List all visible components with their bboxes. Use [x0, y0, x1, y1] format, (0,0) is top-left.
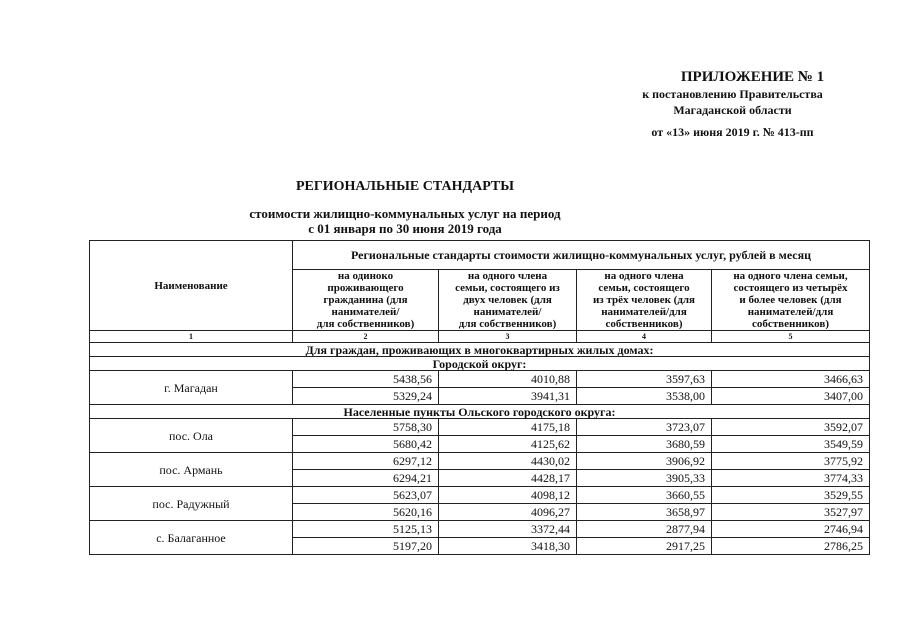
- standards-table: [89, 240, 870, 555]
- column-header-line: собственников): [751, 318, 830, 330]
- document-subtitle-2: с 01 января по 30 июня 2019 года: [308, 221, 502, 236]
- value-cell: 4430,02: [439, 453, 577, 470]
- value-cell: 3466,63: [712, 371, 870, 388]
- column-header: [293, 270, 439, 331]
- column-header-line: нанимателей/: [331, 306, 400, 318]
- column-header-line: на одного члена: [467, 270, 548, 282]
- column-header-line: собственников): [605, 318, 683, 330]
- column-number: 5: [712, 331, 870, 343]
- column-header-line: нанимателей/для: [747, 306, 834, 318]
- appendix-title: ПРИЛОЖЕНИЕ № 1: [680, 69, 825, 85]
- value-cell: 3775,92: [712, 453, 870, 470]
- table-row: [90, 371, 870, 388]
- value-cell: 3941,31: [439, 388, 577, 405]
- value-cell: 5197,20: [293, 538, 439, 555]
- appendix-line-2: Магаданской области: [673, 103, 792, 117]
- value-cell: 5758,30: [293, 419, 439, 436]
- value-cell: 3680,59: [577, 436, 712, 453]
- column-header-line: на одного члена семьи,: [733, 270, 848, 282]
- column-number: 2: [293, 331, 439, 343]
- value-cell: 4010,88: [439, 371, 577, 388]
- value-cell: 3529,55: [712, 487, 870, 504]
- value-cell: 5438,56: [293, 371, 439, 388]
- value-cell: 6294,21: [293, 470, 439, 487]
- value-cell: 3372,44: [439, 521, 577, 538]
- table-row: [90, 487, 870, 504]
- value-cell: 5329,24: [293, 388, 439, 405]
- column-header: [712, 270, 870, 331]
- value-cell: 3905,33: [577, 470, 712, 487]
- value-cell: 3527,97: [712, 504, 870, 521]
- value-cell: 5623,07: [293, 487, 439, 504]
- column-header-line: семьи, состоящего из: [455, 282, 560, 294]
- column-header-line: нанимателей/для: [601, 306, 687, 318]
- value-cell: 6297,12: [293, 453, 439, 470]
- column-header-line: двух человек (для: [463, 294, 552, 306]
- column-number: 4: [577, 331, 712, 343]
- value-cell: 4428,17: [439, 470, 577, 487]
- value-cell: 4096,27: [439, 504, 577, 521]
- place-name: пос. Армань: [90, 453, 293, 487]
- value-cell: 3538,00: [577, 388, 712, 405]
- value-cell: 3774,33: [712, 470, 870, 487]
- section-city: Городской округ:: [90, 357, 870, 371]
- column-header-line: гражданина (для: [323, 294, 408, 306]
- column-number-row: [90, 331, 870, 343]
- document-subtitle-1: стоимости жилищно-коммунальных услуг на период: [249, 206, 561, 221]
- value-cell: 5680,42: [293, 436, 439, 453]
- value-cell: 4098,12: [439, 487, 577, 504]
- column-header-line: и более человек (для: [739, 294, 842, 306]
- column-header-line: на одиноко: [337, 270, 394, 282]
- place-name: с. Балаганное: [90, 521, 293, 555]
- name-column-header: Наименование: [90, 241, 293, 331]
- appendix-block: [560, 68, 905, 140]
- value-cell: 3592,07: [712, 419, 870, 436]
- place-name: г. Магадан: [90, 371, 293, 405]
- group-header: Региональные стандарты стоимости жилищно-коммунальных услуг, рублей в месяц: [293, 241, 870, 270]
- value-cell: 4175,18: [439, 419, 577, 436]
- table-row: [90, 521, 870, 538]
- value-cell: 3549,59: [712, 436, 870, 453]
- value-cell: 3407,00: [712, 388, 870, 405]
- section-row: [90, 405, 870, 419]
- value-cell: 3660,55: [577, 487, 712, 504]
- appendix-line-1: к постановлению Правительства: [642, 87, 823, 101]
- table-row: [90, 419, 870, 436]
- column-header-line: для собственников): [316, 318, 415, 330]
- value-cell: 3906,92: [577, 453, 712, 470]
- column-header-line: семьи, состоящего: [598, 282, 690, 294]
- value-cell: 4125,62: [439, 436, 577, 453]
- value-cell: 3658,97: [577, 504, 712, 521]
- value-cell: 3723,07: [577, 419, 712, 436]
- value-cell: 5620,16: [293, 504, 439, 521]
- section-ola: Населенные пункты Ольского городского округа:: [90, 405, 870, 419]
- value-cell: 2786,25: [712, 538, 870, 555]
- value-cell: 2917,25: [577, 538, 712, 555]
- value-cell: 3597,63: [577, 371, 712, 388]
- document-heading: [230, 178, 580, 236]
- column-header-line: нанимателей/: [473, 306, 542, 318]
- column-header: [439, 270, 577, 331]
- value-cell: 3418,30: [439, 538, 577, 555]
- column-header-line: состоящего из четырёх: [733, 282, 848, 294]
- column-header: [577, 270, 712, 331]
- section-row: [90, 357, 870, 371]
- place-name: пос. Радужный: [90, 487, 293, 521]
- table-row: [90, 453, 870, 470]
- column-number: 3: [439, 331, 577, 343]
- document-title: РЕГИОНАЛЬНЫЕ СТАНДАРТЫ: [295, 179, 515, 194]
- column-header-line: проживающего: [327, 282, 404, 294]
- column-header-line: из трёх человек (для: [592, 294, 696, 306]
- value-cell: 5125,13: [293, 521, 439, 538]
- section-residents: Для граждан, проживающих в многоквартирных жилых домах:: [90, 343, 870, 357]
- appendix-date: от «13» июня 2019 г. № 413-пп: [651, 125, 814, 139]
- section-row: [90, 343, 870, 357]
- value-cell: 2877,94: [577, 521, 712, 538]
- place-name: пос. Ола: [90, 419, 293, 453]
- column-header-line: на одного члена: [604, 270, 684, 282]
- column-header-line: для собственников): [458, 318, 557, 330]
- value-cell: 2746,94: [712, 521, 870, 538]
- column-number: 1: [90, 331, 293, 343]
